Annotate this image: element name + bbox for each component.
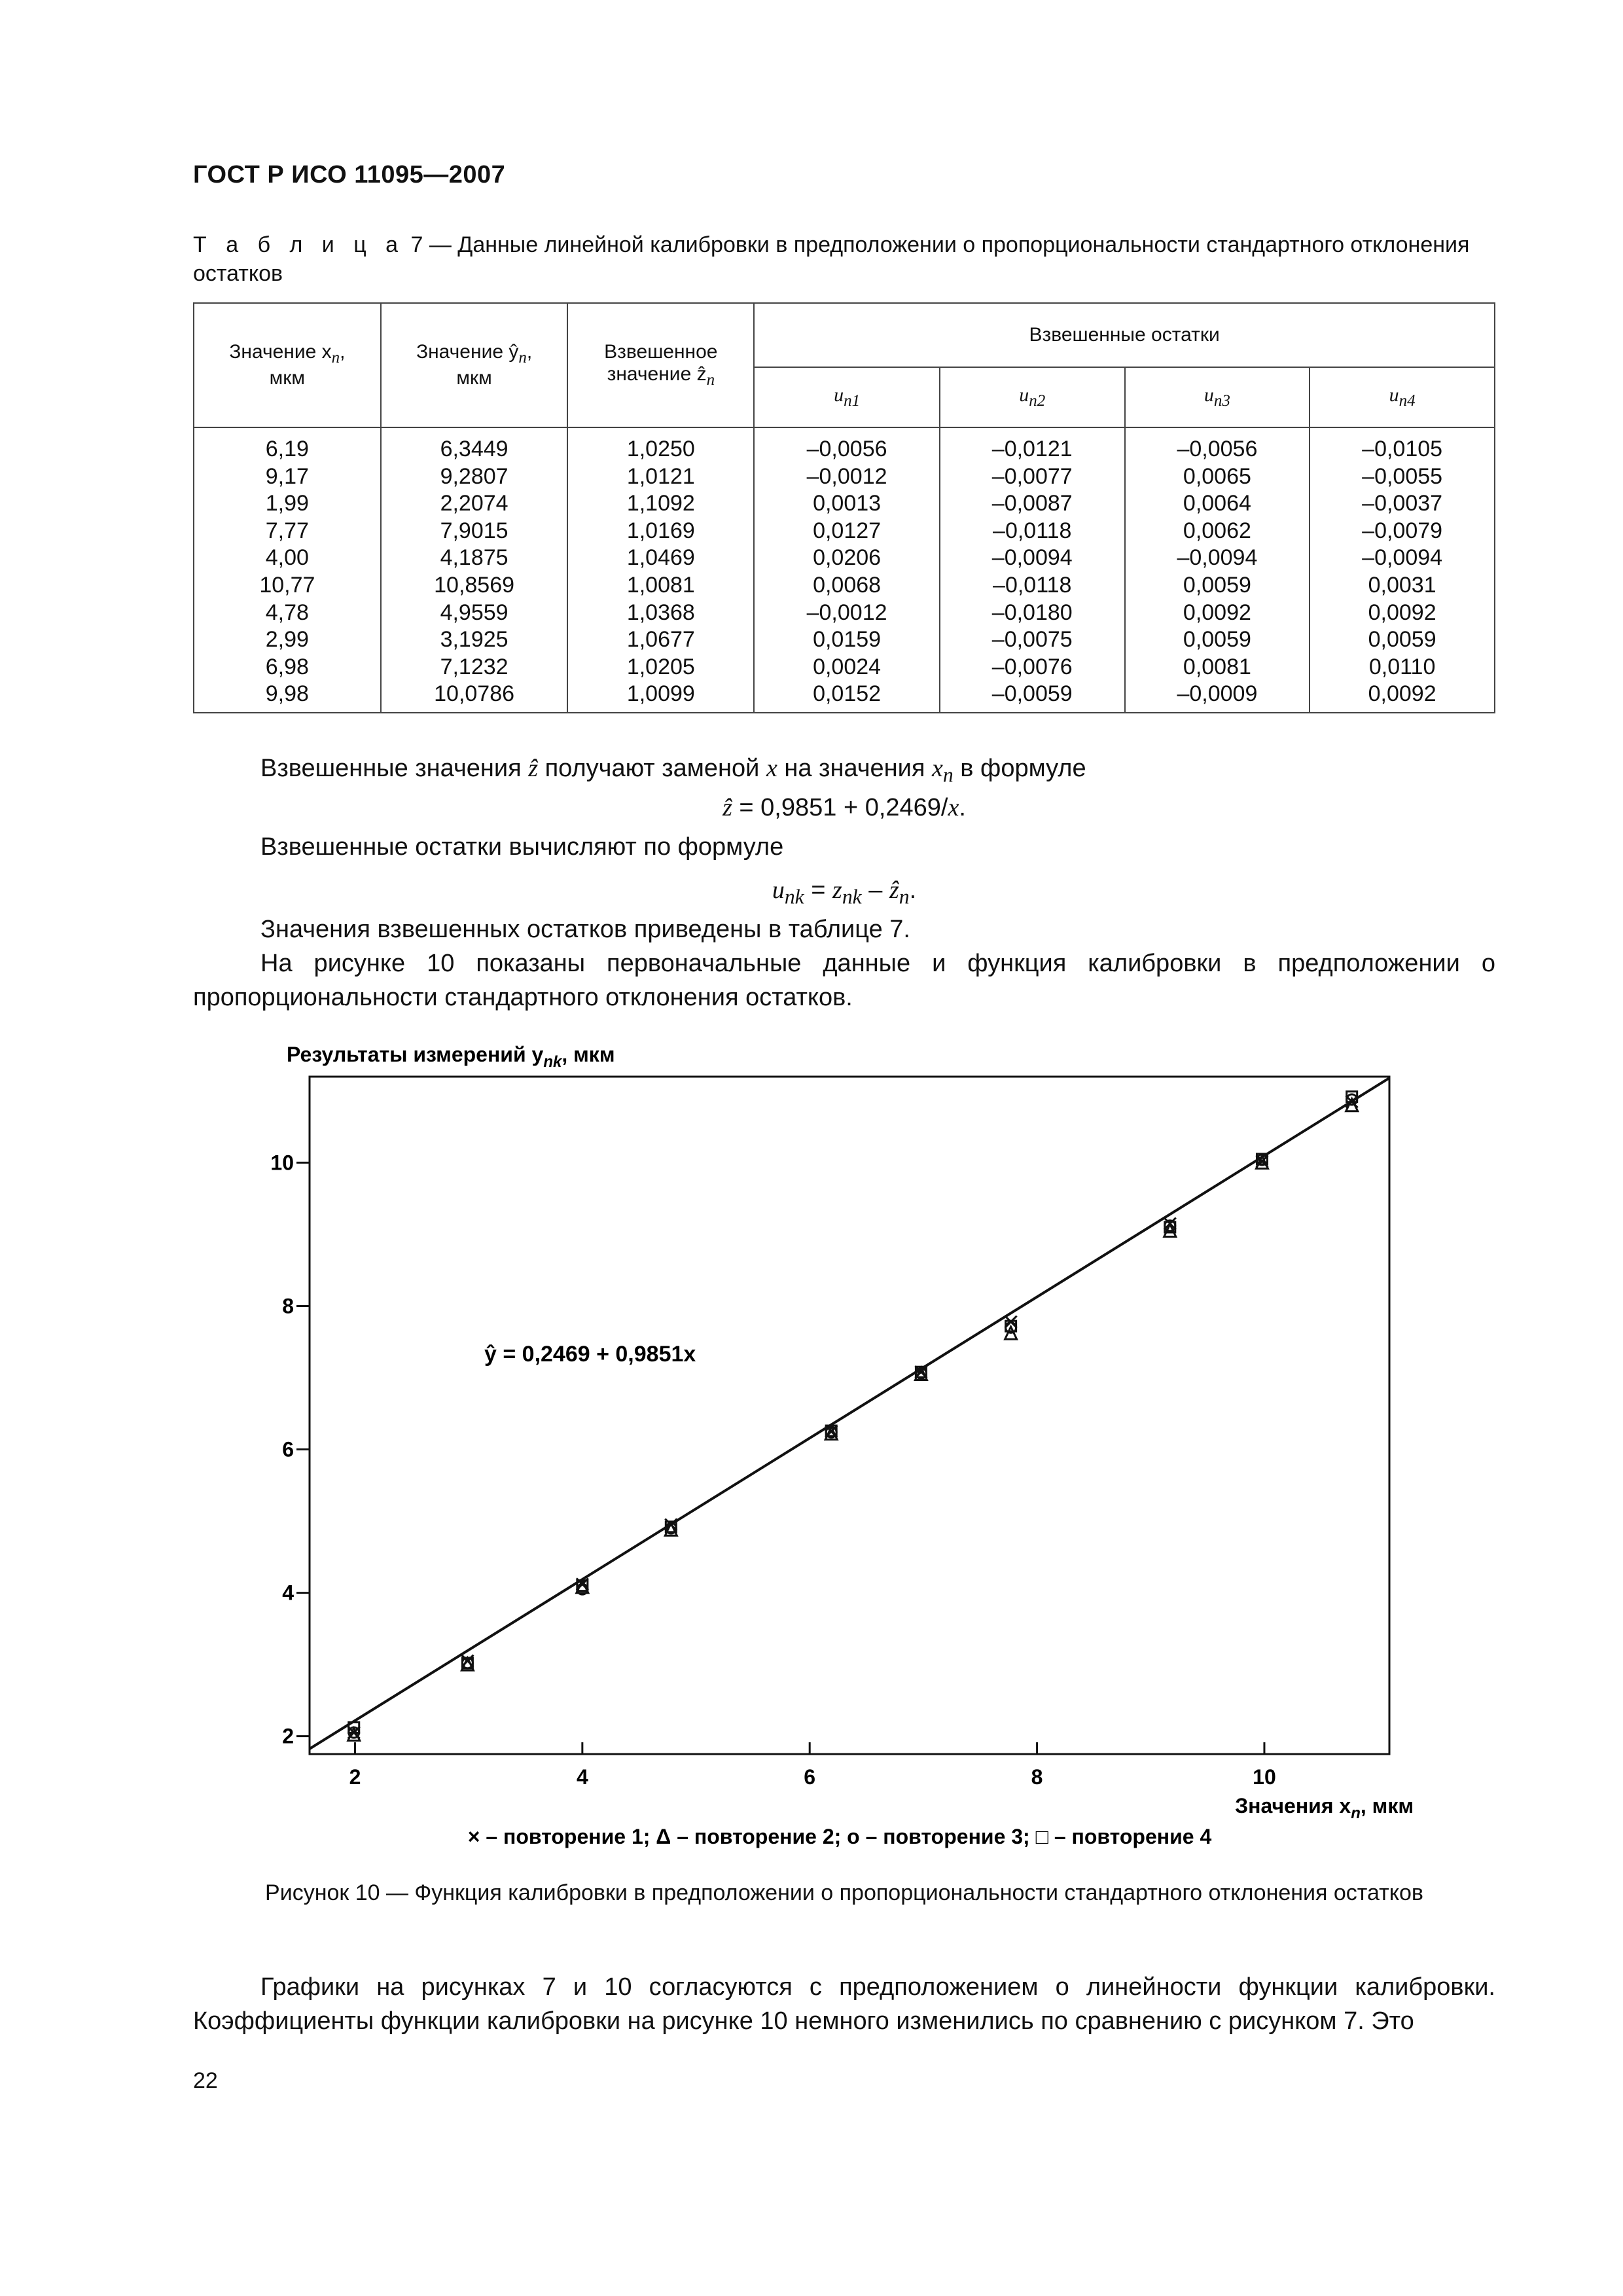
table-cell: 0,0062 (1183, 518, 1251, 543)
table-cell: 9,98 (265, 681, 309, 707)
table-cell: 1,0169 (626, 518, 695, 543)
col-un4-header: $u_{n4}$ (1310, 367, 1495, 427)
table-cell: 0,0159 (813, 627, 882, 653)
table-cell: 9,2807 (440, 463, 508, 489)
legend-label: – повторение 2; (671, 1825, 847, 1848)
paragraph-figure-ref: На рисунке 10 показаны первоначальные данные и функция калибровки в предположении о пропорциональности стандартного отклонения остатков. (193, 950, 1495, 1011)
table-cell: –0,0009 (1177, 681, 1258, 707)
y-axis-label: Результаты измерений $y_{nk}$, мкм (287, 1043, 615, 1071)
col-un3-header: $u_{n3}$ (1125, 367, 1310, 427)
table-cell: 0,0068 (813, 572, 882, 598)
table-cell: 1,0250 (626, 437, 695, 461)
page-number: 22 (193, 2068, 218, 2093)
table-cell: –0,0056 (1177, 437, 1258, 461)
table-cell: 6,19 (265, 437, 309, 461)
table-cell: 0,0127 (813, 518, 882, 543)
table-cell: –0,0075 (991, 627, 1073, 653)
table-cell: 4,1875 (440, 545, 508, 571)
paragraph-weighted-values: Взвешенные значения ẑ получают заменой x на значения $x_n$ в формуле (260, 755, 1086, 787)
table-cell: 1,0677 (626, 627, 695, 653)
table-cell: –0,0087 (991, 491, 1073, 516)
table-cell: 1,0081 (626, 572, 695, 598)
regression-equation: ŷ = 0,2469 + 0,9851x (484, 1342, 696, 1367)
y-tick-label: 4 (282, 1581, 294, 1605)
table-cell: –0,0105 (1362, 437, 1443, 461)
table-cell: 1,0205 (626, 654, 695, 679)
table-caption-lead: Т а б л и ц а (193, 232, 405, 257)
table-cell: –0,0076 (991, 654, 1073, 679)
table-cell: –0,0094 (991, 545, 1073, 571)
table-cell: –0,0094 (1362, 545, 1443, 571)
legend-symbol: о (847, 1825, 860, 1848)
table-cell: 10,8569 (434, 572, 515, 598)
table-cell: 1,0121 (626, 463, 695, 489)
document-header: ГОСТ Р ИСО 11095—2007 (193, 161, 506, 188)
formula-u: $u_{nk} = z_{nk}$ – ẑ$_n$. (772, 876, 917, 908)
table-cell: 0,0206 (813, 545, 882, 571)
y-tick-label: 10 (270, 1151, 294, 1175)
table-caption-text: 7 — Данные линейной калибровки в предположении о пропорциональности стандартного отклонения остатков (193, 232, 1470, 286)
table-cell: –0,0012 (806, 600, 887, 625)
table-cell: 0,0059 (1183, 572, 1251, 598)
table-cell: –0,0012 (806, 463, 887, 489)
residuals-group-header: Взвешенные остатки (754, 303, 1495, 367)
table-cell: 0,0024 (813, 654, 882, 679)
chart-legend (468, 1825, 1212, 1848)
paragraph-conclusion: Графики на рисунках 7 и 10 согласуются с предположением о линейности функции калибровки. Коэффициенты функции калибровки на рисунке 10 немного изменились по сравнению с рисунком 7. Это (193, 1973, 1495, 2035)
paragraph-residuals: Взвешенные остатки вычисляют по формуле (260, 833, 784, 861)
table-cell: –0,0118 (993, 572, 1072, 598)
table-cell: 0,0152 (813, 681, 882, 707)
table-cell: 1,0469 (626, 545, 695, 571)
table-cell: 0,0013 (813, 491, 882, 516)
table-cell: –0,0079 (1362, 518, 1443, 543)
figure-caption: Рисунок 10 — Функция калибровки в предположении о пропорциональности стандартного отклонения остатков (265, 1880, 1423, 1905)
table-cell: 2,99 (265, 627, 309, 653)
x-axis-label: Значения $x_n$, мкм (1235, 1794, 1414, 1822)
table-cell: 2,2074 (440, 491, 508, 516)
table-cell: 10,0786 (434, 681, 515, 707)
legend-symbol: × (467, 1825, 480, 1848)
table-cell: 0,0031 (1368, 572, 1436, 598)
table-cell: 1,1092 (626, 491, 695, 516)
table-cell: –0,0121 (991, 437, 1073, 461)
table-cell: –0,0094 (1177, 545, 1258, 571)
legend-symbol: □ (1035, 1825, 1048, 1848)
table-cell: 0,0059 (1183, 627, 1251, 653)
table-cell: 9,17 (265, 463, 309, 489)
table-cell: 0,0059 (1368, 627, 1436, 653)
y-tick-label: 6 (282, 1437, 294, 1462)
col-x-header: Значение $x_n$, мкм (194, 303, 381, 427)
regression-line (310, 1078, 1389, 1749)
table-cell: 1,0099 (626, 681, 695, 707)
legend-symbol: Δ (656, 1825, 671, 1848)
table-cell: 0,0081 (1183, 654, 1251, 679)
y-tick-label: 8 (282, 1294, 294, 1318)
table-cell: 0,0065 (1183, 463, 1251, 489)
table-cell: 4,9559 (440, 600, 508, 625)
legend-label: – повторение 4 (1048, 1825, 1212, 1848)
table-cell: 7,77 (265, 518, 309, 543)
table-cell: –0,0056 (806, 437, 887, 461)
table-cell: 3,1925 (440, 627, 508, 653)
table-cell: 6,3449 (440, 437, 508, 461)
table-cell: 4,00 (265, 545, 309, 571)
table-cell: –0,0037 (1362, 491, 1443, 516)
table-cell: 4,78 (265, 600, 309, 625)
table-cell: 0,0092 (1368, 681, 1436, 707)
x-tick-label: 10 (1253, 1765, 1276, 1789)
table-cell: 7,9015 (440, 518, 508, 543)
legend-label: – повторение 1; (480, 1825, 656, 1848)
col-y-header: Значение $ŷ_n$, мкм (381, 303, 568, 427)
table-cell: 1,0368 (626, 600, 695, 625)
table-cell: 1,99 (265, 491, 309, 516)
x-tick-label: 4 (576, 1765, 588, 1789)
col-un2-header: $u_{n2}$ (940, 367, 1125, 427)
col-un1-header: $u_{n1}$ (754, 367, 940, 427)
table-cell: 6,98 (265, 654, 309, 679)
formula-z: ẑ = 0,9851 + 0,2469/x. (722, 794, 966, 821)
legend-label: – повторение 3; (859, 1825, 1036, 1848)
paragraph-table-ref: Значения взвешенных остатков приведены в таблице 7. (260, 916, 910, 943)
x-tick-label: 6 (804, 1765, 816, 1789)
x-tick-label: 2 (349, 1765, 361, 1789)
table-cell: 0,0092 (1368, 600, 1436, 625)
table-cell: –0,0180 (991, 600, 1073, 625)
x-tick-label: 8 (1031, 1765, 1043, 1789)
table-cell: –0,0059 (991, 681, 1073, 707)
table-cell: 10,77 (259, 572, 315, 598)
table-cell: 0,0110 (1368, 654, 1436, 679)
table-cell: –0,0055 (1362, 463, 1443, 489)
y-tick-label: 2 (282, 1724, 294, 1748)
table-cell: 7,1232 (440, 654, 508, 679)
table-cell: –0,0118 (993, 518, 1072, 543)
table-cell: 0,0092 (1183, 600, 1251, 625)
table-cell: –0,0077 (991, 463, 1073, 489)
col-z-header: Взвешенное значение ẑ$_n$ (567, 303, 754, 427)
table-cell: 0,0064 (1183, 491, 1251, 516)
